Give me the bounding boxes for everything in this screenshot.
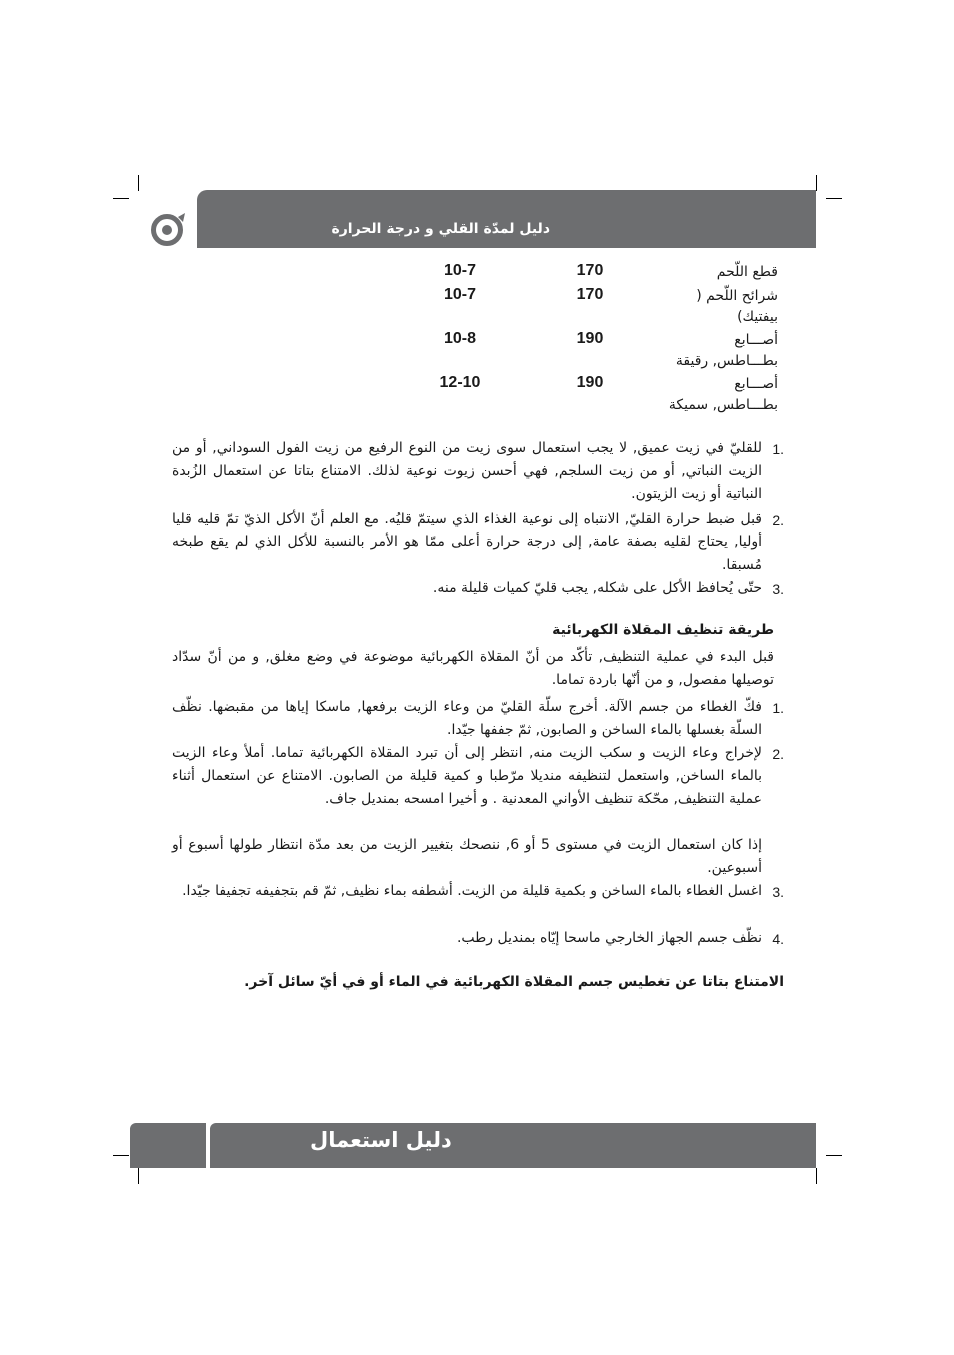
cleaning-step-note: إذا كان استعمال الزيت في مستوى 5 أو 6, ننصحك بتغيير الزيت من بعد مدّة انتظار طولها أسبوع أو أسبوعين. xyxy=(172,837,762,876)
warning-text: الامتناع بتاتا عن تغطيس جسم المقلاة الكهربائية في الماء أو في أيّ سائل آخر. xyxy=(244,974,784,990)
list-number: 3. xyxy=(772,581,784,597)
crop-mark xyxy=(826,1155,842,1156)
food-cell: أصـــابع بطـــاطس, سميكة xyxy=(668,376,778,413)
footer-title: دليل استعمال xyxy=(310,1128,452,1152)
list-number: 4. xyxy=(772,931,784,947)
note-paragraph: للقليّ في زيت عميق, لا يجب استعمال سوى زيت من النوع الرفيع من زيت الفول السوداني, أو من الزيت النباتي, أو من زيت السلجم, فهي أحسن زيوت نوعية لذلك. الامتناع بتاتا عن استعمال الزُبدة النباتية أو زيت الزيتون. xyxy=(172,440,762,502)
cleaning-step: فكّ الغطاء من جسم الآلة. أخرج سلّة القليّ من وعاء الزيت برفعها, ماسكا إياها من مقبضها. نظّف السلّة بغسلها بالماء الساخن و الصابون, ثمّ جففها جيّدا. xyxy=(172,699,762,738)
time-cell: 10-7 xyxy=(443,262,477,279)
brand-logo-icon xyxy=(150,213,186,247)
crop-mark xyxy=(138,1168,139,1184)
temp-cell: 190 xyxy=(576,330,604,347)
page-title: دليل لمدّة القلي و درجة الحرارة xyxy=(331,221,550,237)
crop-mark xyxy=(113,198,129,199)
time-cell: 10-7 xyxy=(443,286,477,303)
list-number: 3. xyxy=(772,884,784,900)
time-cell: 10-8 xyxy=(443,330,477,347)
header-bar xyxy=(197,190,816,248)
note-paragraph: قبل ضبط حرارة القليّ, الانتباه إلى نوعية الغذاء الذي سيتمّ قليُه. مع العلم أنّ الأكل الذيّ تمّ قليه قليا أوليا, يحتاج لقليه بصفة عامة, إلى درجة حرارة أعلى ممّا هو الأمر بالنسبة للأكل الذي لم يقع طبخه مُسبقا. xyxy=(172,511,762,573)
footer-bar-left xyxy=(130,1123,206,1168)
note-paragraph: حتّى يُحافظ الأكل على شكله, يجب قليّ كميات قليلة منه. xyxy=(432,580,762,596)
section-title: طريقة تنظيف المقلاة الكهربائية xyxy=(552,622,774,638)
temp-cell: 190 xyxy=(576,374,604,391)
crop-mark xyxy=(138,175,139,191)
cleaning-step: لإخراج وعاء الزيت و سكب الزيت منه, انتظر إلى أن تبرد المقلاة الكهربائية تماما. أملأ وعاء الزيت بالماء الساخن, واستعمل لتنظيفه منديلا مرّطبا و كمية قليلة من الصابون. الامتناع عن استعمال أثناء عملية التنظيف, محّكة تنظيف الأواني المعدنية . و أخيرا امسحه بمنديل جاف. xyxy=(172,745,762,807)
food-cell: قطع اللّحم xyxy=(716,264,778,280)
crop-mark xyxy=(816,1168,817,1184)
temp-cell: 170 xyxy=(576,262,604,279)
crop-mark xyxy=(113,1155,129,1156)
footer-bar xyxy=(210,1123,816,1168)
cleaning-intro: قبل البدء في عملية التنظيف, تأكّد من أنّ المقلاة الكهربائية موضوعة في وضع مغلق, و من أنّ سدّاد توصيلها مفصول, و من أنّها باردة تماما. xyxy=(172,649,774,688)
temp-cell: 170 xyxy=(576,286,604,303)
food-cell: شرائح اللّحم ( بيفتيك) xyxy=(696,288,778,325)
list-number: 2. xyxy=(772,746,784,762)
list-number: 2. xyxy=(772,512,784,528)
list-number: 1. xyxy=(772,700,784,716)
crop-mark xyxy=(816,175,817,191)
cleaning-step: نظّف جسم الجهاز الخارجي ماسحا إيّاه بمنديل رطب. xyxy=(456,930,762,946)
list-number: 1. xyxy=(772,441,784,457)
food-cell: أصـــابع بطـــاطس, رقيقة xyxy=(675,332,778,369)
crop-mark xyxy=(826,198,842,199)
time-cell: 12-10 xyxy=(439,374,481,391)
cleaning-step: اغسل الغطاء بالماء الساخن و بكمية قليلة من الزيت. أشطفه بماء نظيف, ثمّ قم بتجفيفه تجفيفا جيّدا. xyxy=(182,883,762,899)
